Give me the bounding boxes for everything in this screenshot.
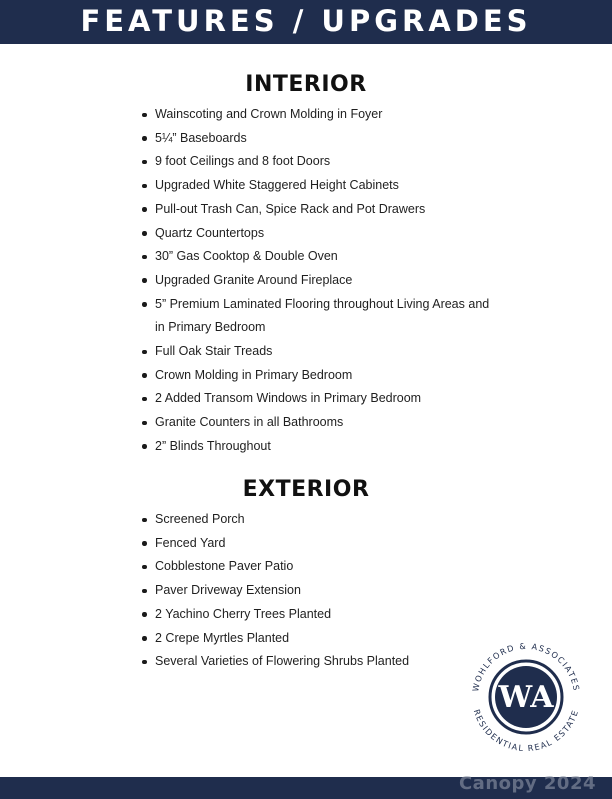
exterior-item: Cobblestone Paver Patio xyxy=(141,555,501,579)
interior-item: Wainscoting and Crown Molding in Foyer xyxy=(141,103,501,127)
interior-item: 2 Added Transom Windows in Primary Bedroom xyxy=(141,387,501,411)
interior-item: 9 foot Ceilings and 8 foot Doors xyxy=(141,150,501,174)
interior-item: Quartz Countertops xyxy=(141,222,501,246)
exterior-heading: EXTERIOR xyxy=(242,477,370,502)
interior-item: 5¼” Baseboards xyxy=(141,127,501,151)
interior-item: 30” Gas Cooktop & Double Oven xyxy=(141,245,501,269)
exterior-item: Fenced Yard xyxy=(141,532,501,556)
exterior-item: Screened Porch xyxy=(141,508,501,532)
interior-feature-list xyxy=(141,103,501,459)
header-banner xyxy=(0,0,612,44)
exterior-item: Paver Driveway Extension xyxy=(141,579,501,603)
exterior-item: 2 Crepe Myrtles Planted xyxy=(141,627,501,651)
interior-item: Pull-out Trash Can, Spice Rack and Pot Drawers xyxy=(141,198,501,222)
exterior-item: Several Varieties of Flowering Shrubs Planted xyxy=(141,650,501,674)
company-logo xyxy=(463,634,589,760)
interior-heading: INTERIOR xyxy=(245,72,367,97)
page-title: FEATURES / UPGRADES xyxy=(80,4,532,38)
interior-item: Granite Counters in all Bathrooms xyxy=(141,411,501,435)
interior-item: Full Oak Stair Treads xyxy=(141,340,501,364)
interior-item: Crown Molding in Primary Bedroom xyxy=(141,364,501,388)
canopy-watermark: Canopy 2024 xyxy=(458,773,596,794)
interior-item: Upgraded White Staggered Height Cabinets xyxy=(141,174,501,198)
exterior-item: 2 Yachino Cherry Trees Planted xyxy=(141,603,501,627)
logo-monogram: WA xyxy=(498,680,554,715)
logo-top-text: WOHLFORD & ASSOCIATES xyxy=(470,640,582,693)
interior-item: Upgraded Granite Around Fireplace xyxy=(141,269,501,293)
exterior-feature-list xyxy=(141,508,501,674)
interior-item: 5” Premium Laminated Flooring throughout Living Areas and in Primary Bedroom xyxy=(141,293,501,340)
interior-item: 2” Blinds Throughout xyxy=(141,435,501,459)
logo-bottom-text: RESIDENTIAL REAL ESTATE xyxy=(471,707,581,754)
